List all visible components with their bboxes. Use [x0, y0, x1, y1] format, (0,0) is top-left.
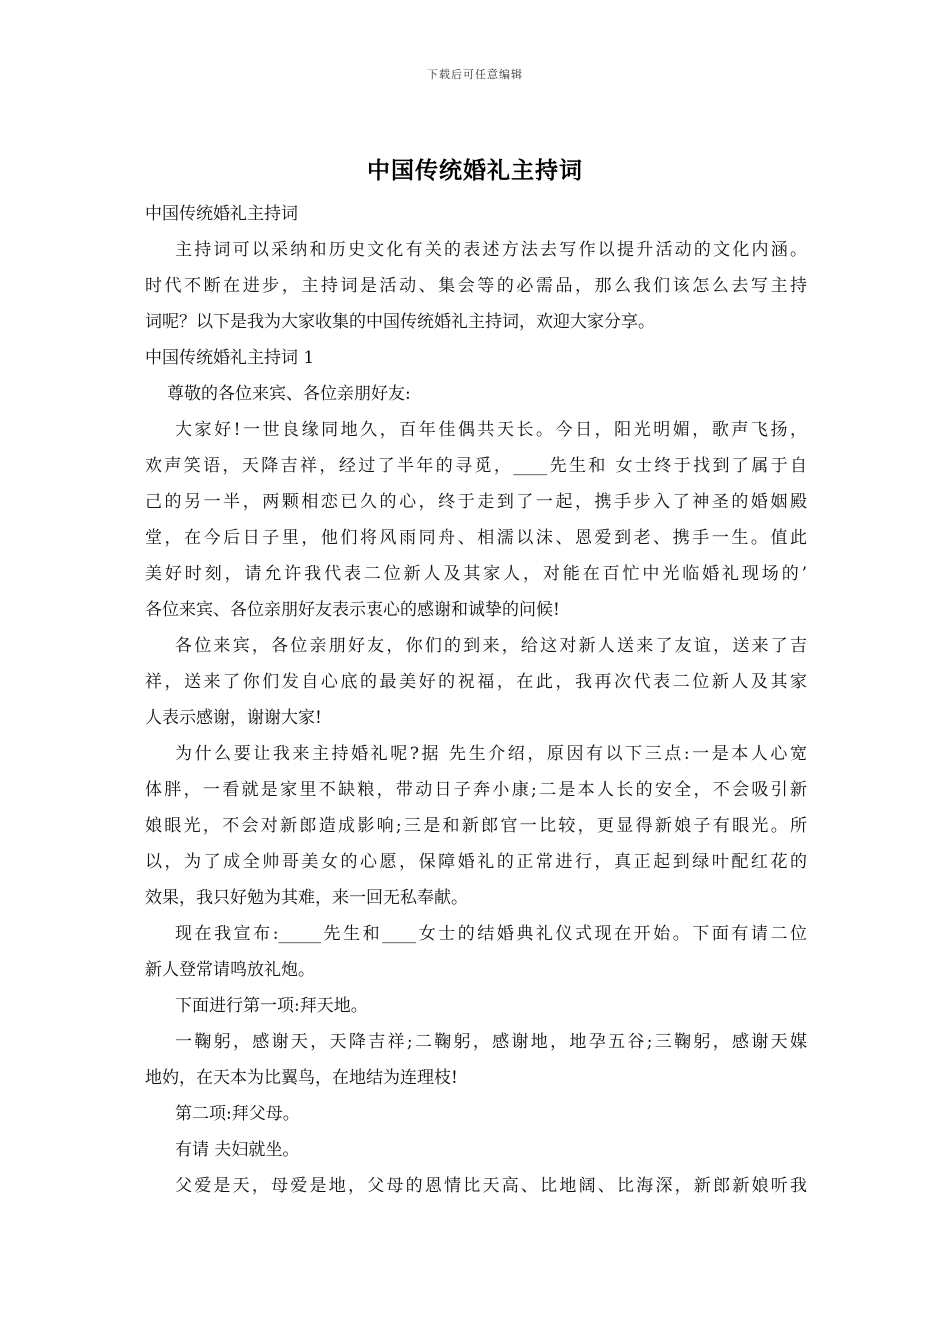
body-line: 欢声笑语，天降吉祥，经过了半年的寻觅，____先生和 女士终于找到了属于自: [145, 456, 807, 476]
document-body: [145, 196, 807, 1204]
body-line: 大家好!一世良缘同地久，百年佳偶共天长。今日，阳光明媚，歌声飞扬，: [175, 420, 807, 440]
body-line: 娘眼光，不会对新郎造成影响;三是和新郎官一比较，更显得新娘子有眼光。所: [145, 816, 807, 836]
body-line: 人表示感谢，谢谢大家!: [145, 708, 322, 728]
body-line: 下面进行第一项:拜天地。: [175, 996, 368, 1016]
body-line: 各位来宾，各位亲朋好友，你们的到来，给这对新人送来了友谊，送来了吉: [175, 636, 807, 656]
body-line: 父爱是天，母爱是地，父母的恩情比天高、比地阔、比海深，新郎新娘听我: [175, 1176, 807, 1196]
body-line: 美好时刻，请允许我代表二位新人及其家人，对能在百忙中光临婚礼现场的’: [145, 564, 807, 584]
body-line: 中国传统婚礼主持词: [145, 204, 298, 224]
body-line: 为什么要让我来主持婚礼呢?据 先生介绍，原因有以下三点:一是本人心宽: [175, 744, 807, 764]
body-line: 新人登常请鸣放礼炮。: [145, 960, 315, 980]
body-line: 主持词可以采纳和历史文化有关的表述方法去写作以提升活动的文化内涵。: [175, 240, 807, 260]
body-line: 以，为了成全帅哥美女的心愿，保障婚礼的正常进行，真正起到绿叶配红花的: [145, 852, 807, 872]
body-line: 词呢？以下是我为大家收集的中国传统婚礼主持词，欢迎大家分享。: [145, 312, 655, 332]
header-note: 下载后可任意编辑: [427, 68, 523, 81]
body-line: 地妁，在天本为比翼鸟，在地结为连理枝!: [145, 1068, 458, 1088]
body-line: 堂，在今后日子里，他们将风雨同舟、相濡以沫、恩爱到老、携手一生。值此: [145, 528, 807, 548]
body-line: 现在我宣布:_____先生和____女士的结婚典礼仪式现在开始。下面有请二位: [175, 924, 807, 944]
body-line: 有请 夫妇就坐。: [175, 1140, 300, 1160]
body-line: 第二项:拜父母。: [175, 1104, 300, 1124]
body-line: 时代不断在进步，主持词是活动、集会等的必需品，那么我们该怎么去写主持: [145, 276, 807, 296]
body-line: 己的另一半，两颗相恋已久的心，终于走到了一起，携手步入了神圣的婚姻殿: [145, 492, 807, 512]
body-line: 中国传统婚礼主持词 1: [145, 348, 315, 368]
document-title: 中国传统婚礼主持词: [367, 157, 583, 184]
body-line: 尊敬的各位来宾、各位亲朋好友:: [167, 384, 411, 404]
body-line: 各位来宾、各位亲朋好友表示衷心的感谢和诚挚的问候!: [145, 600, 560, 620]
body-line: 效果，我只好勉为其难，来一回无私奉献。: [145, 888, 468, 908]
body-line: 一鞠躬，感谢天，天降吉祥;二鞠躬，感谢地，地孕五谷;三鞠躬，感谢天媒: [175, 1032, 807, 1052]
body-line: 祥，送来了你们发自心底的最美好的祝福，在此，我再次代表二位新人及其家: [145, 672, 807, 692]
body-line: 体胖，一看就是家里不缺粮，带动日子奔小康;二是本人长的安全，不会吸引新: [145, 780, 807, 800]
